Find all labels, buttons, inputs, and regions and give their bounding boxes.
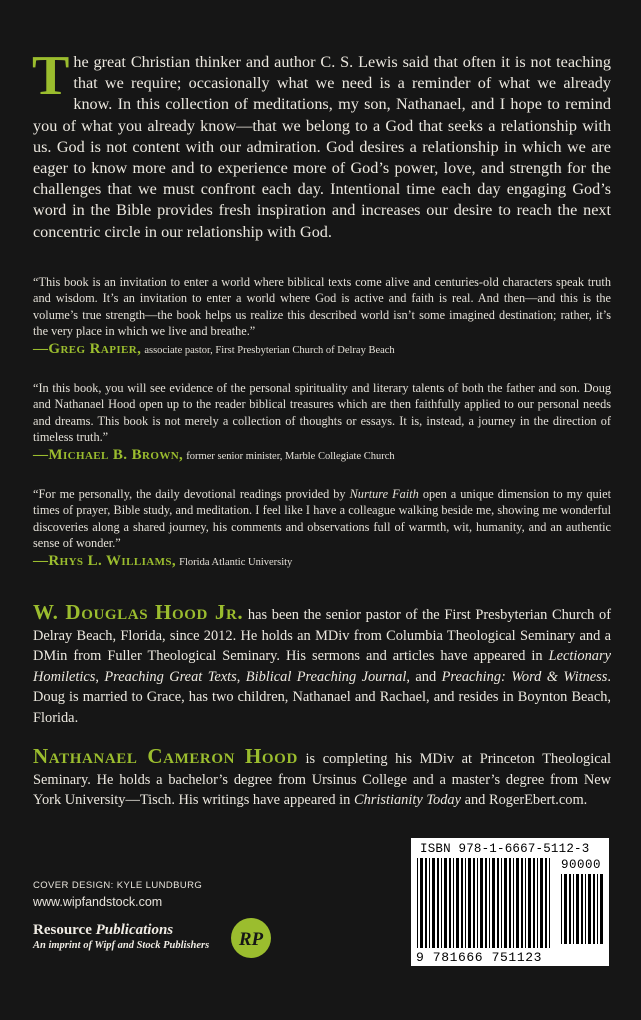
barcode-bar bbox=[477, 858, 478, 948]
price-code: 90000 bbox=[561, 858, 602, 872]
barcode-bar bbox=[521, 858, 523, 948]
barcode-bar bbox=[489, 858, 490, 948]
barcode-bar bbox=[545, 858, 547, 948]
barcode-bar bbox=[569, 874, 571, 944]
barcode-bar bbox=[444, 858, 447, 948]
barcode-bar bbox=[461, 858, 463, 948]
barcode-bar bbox=[465, 858, 466, 948]
barcode-bar bbox=[497, 858, 499, 948]
barcode-bar bbox=[492, 858, 495, 948]
barcode-bar bbox=[417, 858, 418, 948]
barcode-bar bbox=[425, 858, 427, 948]
blurb-quote: “For me personally, the daily devotional readings provided by Nurture Faith open a unique dimension to my quiet times of prayer, Bible study, and meditation. I feel like I have a colleague walking beside me, showing me wonderful discoveries along a shared journey, his comments and observations full of warmth, wit, humanity, and an authentic sense of wonder.” bbox=[33, 487, 611, 551]
publisher-url[interactable]: www.wipfandstock.com bbox=[33, 895, 163, 909]
isbn-barcode bbox=[411, 838, 609, 966]
barcode-bar bbox=[432, 858, 435, 948]
blurb-3 bbox=[33, 486, 611, 571]
barcode-bar bbox=[588, 874, 591, 944]
barcode-bar bbox=[540, 858, 543, 948]
barcode-bar bbox=[533, 858, 535, 948]
barcode-bar bbox=[564, 874, 567, 944]
blurb-attribution bbox=[33, 341, 611, 359]
author-name: W. Douglas Hood Jr. bbox=[33, 600, 244, 624]
publisher-name: Resource Publications bbox=[33, 922, 174, 938]
barcode-bar bbox=[453, 858, 454, 948]
barcode-bar bbox=[504, 858, 507, 948]
barcode-number: 9 781666 751123 bbox=[416, 950, 543, 965]
barcode-bar bbox=[513, 858, 514, 948]
barcode-bar bbox=[437, 858, 439, 948]
barcode-bar bbox=[576, 874, 579, 944]
isbn-text: ISBN 978-1-6667-5112-3 bbox=[420, 842, 590, 856]
barcode-bar bbox=[593, 874, 595, 944]
blurb-author: —Michael B. Brown, bbox=[33, 446, 184, 463]
barcode-bar bbox=[525, 858, 526, 948]
blurb-quote: “In this book, you will see evidence of the personal spirituality and literary talents of both the father and son. Doug and Nathanael Hood open up to the reader biblical treasures which are then faithfully applied to our personal needs and dreams. This book is not merely a collection of thoughts or essays. It is, instead, a journey in the direction of timeless truth.” bbox=[33, 381, 611, 445]
barcode-bar bbox=[509, 858, 511, 948]
barcode-bar bbox=[597, 874, 598, 944]
author-bio-douglas: W. Douglas Hood Jr. has been the senior pastor of the First Presbyterian Church of Delray Beach, Florida, since 2012. He holds an MDiv from Columbia Theological Seminary and a DMin from Fuller Theological Seminary. His sermons and articles have appeared in Lectionary Homiletics, Preaching Great Texts, Biblical Preaching Journal, and Preaching: Word & Witness. Doug is married to Grace, has two children, Nathanael and Rachael, and resides in Boynton Beach, Florida. bbox=[33, 600, 611, 726]
intro-text: he great Christian thinker and author C. S. Lewis said that often it is not teaching that we require; occasionally what we need is a reminder of what we already know. In this collection of meditations, my son, Nathanael, and I hope to remind you of what you already know—that we belong to a God that seeks a relationship with us. God is not content with our admiration. God desires a relationship in which we are eager to know more and to experience more of God’s power, love, and strength for the challenges that we must confront each day. Intentional time each day engaging God’s word in the Bible provides fresh inspiration and increases our desire to reach the next concentric circle in our relationship with God. bbox=[33, 53, 611, 241]
cover-design-credit: COVER DESIGN: KYLE LUNDBURG bbox=[33, 880, 203, 891]
author-name: Nathanael Cameron Hood bbox=[33, 744, 298, 768]
barcode-bars bbox=[417, 858, 553, 948]
credits bbox=[33, 880, 202, 909]
barcode-bar bbox=[581, 874, 583, 944]
barcode-bar bbox=[516, 858, 519, 948]
barcode-bar bbox=[501, 858, 502, 948]
barcode-bar bbox=[485, 858, 487, 948]
drop-cap: T bbox=[32, 45, 70, 107]
publisher-imprint bbox=[33, 922, 209, 951]
barcode-bar bbox=[480, 858, 483, 948]
blurb-author: —Greg Rapier, bbox=[33, 340, 142, 357]
barcode-bar bbox=[456, 858, 459, 948]
svg-text:RP: RP bbox=[238, 929, 264, 950]
blurb-author: —Rhys L. Williams, bbox=[33, 552, 177, 569]
blurb-attribution bbox=[33, 553, 611, 571]
blurb-1 bbox=[33, 274, 611, 359]
rp-logo-icon bbox=[230, 917, 272, 959]
barcode-bar bbox=[549, 858, 550, 948]
barcode-bar bbox=[441, 858, 442, 948]
barcode-bar bbox=[468, 858, 471, 948]
barcode-bar bbox=[429, 858, 430, 948]
blurb-author-role: former senior minister, Marble Collegiate Church bbox=[186, 450, 395, 462]
barcode-bar bbox=[473, 858, 475, 948]
barcode-bar bbox=[420, 858, 423, 948]
barcode-bar bbox=[573, 874, 574, 944]
blurb-author-role: Florida Atlantic University bbox=[179, 556, 293, 568]
intro-paragraph bbox=[32, 45, 611, 243]
barcode-bar bbox=[585, 874, 586, 944]
blurb-quote: “This book is an invitation to enter a world where biblical texts come alive and centuries-old characters speak truth and wisdom. It’s an invitation to enter a world where God is active and faith is real. And then—and this is the volume’s true strength—the book helps us realize this described world isn’t some imagined destination; rather, it’s the very place in which we live and breathe.” bbox=[33, 275, 611, 339]
blurb-attribution bbox=[33, 447, 611, 465]
blurb-2 bbox=[33, 380, 611, 465]
barcode-price-bars bbox=[561, 874, 605, 944]
book-title: Nurture Faith bbox=[349, 487, 419, 501]
publisher-subtitle: An imprint of Wipf and Stock Publishers bbox=[33, 940, 210, 951]
barcode-bar bbox=[561, 874, 562, 944]
barcode-bar bbox=[537, 858, 538, 948]
author-bio-nathanael: Nathanael Cameron Hood is completing his MDiv at Princeton Theological Seminary. He holds a bachelor’s degree from Ursinus College and a master’s degree from New York University—Tisch. His writings have appeared in Christianity Today and RogerEbert.com. bbox=[33, 744, 611, 809]
blurb-author-role: associate pastor, First Presbyterian Church of Delray Beach bbox=[144, 344, 395, 356]
barcode-bar bbox=[528, 858, 531, 948]
barcode-bar bbox=[449, 858, 451, 948]
barcode-bar bbox=[600, 874, 603, 944]
